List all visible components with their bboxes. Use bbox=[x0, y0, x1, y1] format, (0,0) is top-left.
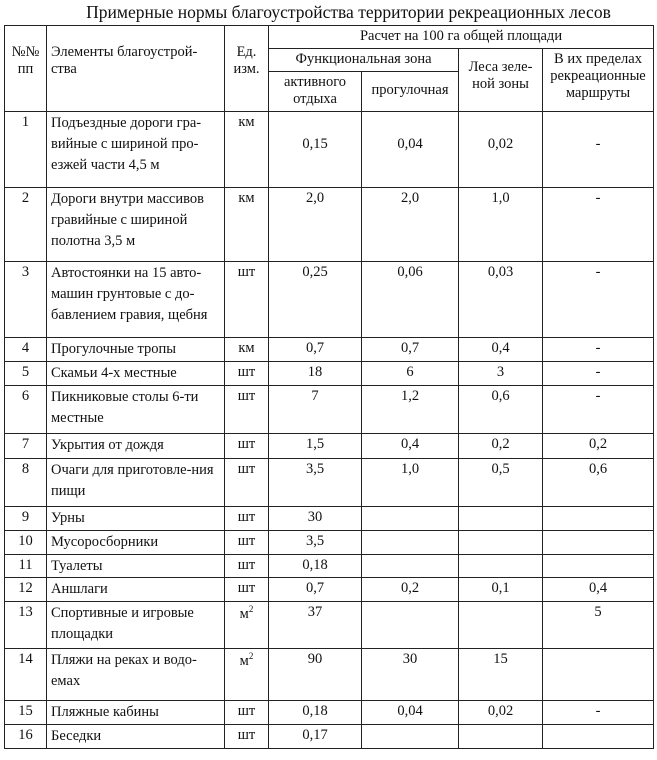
row-unit: шт bbox=[225, 262, 269, 338]
row-unit: шт bbox=[225, 459, 269, 507]
cell-walk bbox=[362, 507, 459, 531]
row-unit bbox=[225, 649, 269, 701]
cell-active: 0,7 bbox=[269, 578, 362, 602]
row-element: Мусоросборники bbox=[47, 531, 225, 555]
row-num: 16 bbox=[5, 725, 47, 749]
cell-active: 37 bbox=[269, 602, 362, 649]
row-unit: шт bbox=[225, 701, 269, 725]
row-element: Автостоянки на 15 авто-машин грунтовые с до-бавлением гравия, щебня bbox=[47, 262, 225, 338]
row-unit: км bbox=[225, 188, 269, 262]
cell-green: 0,03 bbox=[459, 262, 543, 338]
cell-active: 30 bbox=[269, 507, 362, 531]
table-row bbox=[5, 531, 654, 555]
table-row bbox=[5, 434, 654, 459]
row-num: 7 bbox=[5, 434, 47, 459]
cell-green: 0,5 bbox=[459, 459, 543, 507]
row-element: Укрытия от дождя bbox=[47, 434, 225, 459]
cell-active: 0,15 bbox=[269, 112, 362, 188]
table-row bbox=[5, 386, 654, 434]
row-element: Пикниковые столы 6-ти местные bbox=[47, 386, 225, 434]
cell-routes: - bbox=[543, 188, 654, 262]
table-row bbox=[5, 338, 654, 362]
cell-active: 2,0 bbox=[269, 188, 362, 262]
cell-routes: - bbox=[543, 262, 654, 338]
cell-routes: 0,2 bbox=[543, 434, 654, 459]
cell-green bbox=[459, 507, 543, 531]
cell-active: 0,17 bbox=[269, 725, 362, 749]
table-row bbox=[5, 555, 654, 578]
table-row bbox=[5, 362, 654, 386]
row-unit: шт bbox=[225, 578, 269, 602]
header-func-zone: Функциональная зона bbox=[269, 49, 459, 72]
row-unit: шт bbox=[225, 362, 269, 386]
table-row bbox=[5, 459, 654, 507]
cell-green bbox=[459, 725, 543, 749]
cell-active: 3,5 bbox=[269, 459, 362, 507]
table-row bbox=[5, 602, 654, 649]
row-unit bbox=[225, 602, 269, 649]
cell-walk: 1,2 bbox=[362, 386, 459, 434]
table-row bbox=[5, 578, 654, 602]
row-num: 12 bbox=[5, 578, 47, 602]
cell-routes: - bbox=[543, 701, 654, 725]
header-num: №№ пп bbox=[5, 26, 47, 112]
row-element: Пляжные кабины bbox=[47, 701, 225, 725]
cell-routes bbox=[543, 725, 654, 749]
row-unit: шт bbox=[225, 507, 269, 531]
page-title: Примерные нормы благоустройства территории рекреационных лесов bbox=[86, 2, 611, 22]
table-row bbox=[5, 507, 654, 531]
row-num: 14 bbox=[5, 649, 47, 701]
cell-active: 1,5 bbox=[269, 434, 362, 459]
row-element: Дороги внутри массивов гравийные с шириной полотна 3,5 м bbox=[47, 188, 225, 262]
cell-walk bbox=[362, 531, 459, 555]
cell-walk bbox=[362, 602, 459, 649]
cell-green: 0,4 bbox=[459, 338, 543, 362]
row-num: 4 bbox=[5, 338, 47, 362]
row-unit: шт bbox=[225, 531, 269, 555]
row-unit: шт bbox=[225, 386, 269, 434]
header-element: Элементы благоустрой-ства bbox=[47, 26, 225, 112]
cell-routes bbox=[543, 649, 654, 701]
row-num: 11 bbox=[5, 555, 47, 578]
unit-superscript: 2 bbox=[248, 651, 254, 661]
row-num: 15 bbox=[5, 701, 47, 725]
table-row bbox=[5, 112, 654, 188]
header-calc: Расчет на 100 га общей площади bbox=[269, 26, 654, 49]
cell-green bbox=[459, 555, 543, 578]
row-num: 8 bbox=[5, 459, 47, 507]
cell-routes: - bbox=[543, 362, 654, 386]
cell-active: 7 bbox=[269, 386, 362, 434]
row-num: 6 bbox=[5, 386, 47, 434]
cell-routes bbox=[543, 555, 654, 578]
cell-routes bbox=[543, 531, 654, 555]
cell-active: 90 bbox=[269, 649, 362, 701]
cell-routes: 0,6 bbox=[543, 459, 654, 507]
cell-active: 3,5 bbox=[269, 531, 362, 555]
header-walk: прогулочная bbox=[362, 72, 459, 112]
cell-walk: 0,06 bbox=[362, 262, 459, 338]
row-unit: шт bbox=[225, 725, 269, 749]
row-num: 2 bbox=[5, 188, 47, 262]
row-element: Туалеты bbox=[47, 555, 225, 578]
cell-green: 0,02 bbox=[459, 112, 543, 188]
cell-routes: - bbox=[543, 338, 654, 362]
row-unit: шт bbox=[225, 434, 269, 459]
cell-walk: 1,0 bbox=[362, 459, 459, 507]
table-row bbox=[5, 649, 654, 701]
cell-walk: 0,7 bbox=[362, 338, 459, 362]
cell-walk: 0,2 bbox=[362, 578, 459, 602]
row-element: Подъездные дороги гра-вийные с шириной про-езжей части 4,5 м bbox=[47, 112, 225, 188]
table-row bbox=[5, 188, 654, 262]
table-row bbox=[5, 725, 654, 749]
row-num: 3 bbox=[5, 262, 47, 338]
cell-active: 0,7 bbox=[269, 338, 362, 362]
row-num: 9 bbox=[5, 507, 47, 531]
row-num: 5 bbox=[5, 362, 47, 386]
row-num: 10 bbox=[5, 531, 47, 555]
cell-green: 15 bbox=[459, 649, 543, 701]
cell-walk: 30 bbox=[362, 649, 459, 701]
cell-routes: - bbox=[543, 386, 654, 434]
cell-green bbox=[459, 602, 543, 649]
row-element: Скамьи 4-х местные bbox=[47, 362, 225, 386]
cell-green: 0,6 bbox=[459, 386, 543, 434]
cell-routes bbox=[543, 507, 654, 531]
unit-text: м bbox=[239, 605, 249, 622]
row-element: Аншлаги bbox=[47, 578, 225, 602]
cell-walk: 2,0 bbox=[362, 188, 459, 262]
cell-green: 0,1 bbox=[459, 578, 543, 602]
cell-walk: 0,4 bbox=[362, 434, 459, 459]
row-element: Прогулочные тропы bbox=[47, 338, 225, 362]
cell-walk: 6 bbox=[362, 362, 459, 386]
cell-walk bbox=[362, 555, 459, 578]
header-routes: В их пределах рекреационные маршруты bbox=[543, 49, 654, 112]
unit-text: м bbox=[239, 652, 249, 669]
row-unit: шт bbox=[225, 555, 269, 578]
header-unit: Ед. изм. bbox=[225, 26, 269, 112]
row-num: 1 bbox=[5, 112, 47, 188]
cell-routes: 5 bbox=[543, 602, 654, 649]
row-element: Спортивные и игровые площадки bbox=[47, 602, 225, 649]
unit-superscript: 2 bbox=[248, 604, 254, 614]
cell-routes: 0,4 bbox=[543, 578, 654, 602]
cell-walk: 0,04 bbox=[362, 701, 459, 725]
header-green: Леса зеле-ной зоны bbox=[459, 49, 543, 112]
cell-routes: - bbox=[543, 112, 654, 188]
row-element: Пляжи на реках и водо-емах bbox=[47, 649, 225, 701]
table-row bbox=[5, 262, 654, 338]
row-element: Урны bbox=[47, 507, 225, 531]
row-element: Беседки bbox=[47, 725, 225, 749]
table-row bbox=[5, 701, 654, 725]
cell-green: 0,2 bbox=[459, 434, 543, 459]
cell-green: 1,0 bbox=[459, 188, 543, 262]
row-unit: км bbox=[225, 338, 269, 362]
cell-walk bbox=[362, 725, 459, 749]
cell-green bbox=[459, 531, 543, 555]
cell-green: 0,02 bbox=[459, 701, 543, 725]
cell-walk: 0,04 bbox=[362, 112, 459, 188]
cell-active: 0,18 bbox=[269, 701, 362, 725]
cell-active: 18 bbox=[269, 362, 362, 386]
cell-green: 3 bbox=[459, 362, 543, 386]
cell-active: 0,25 bbox=[269, 262, 362, 338]
row-unit: км bbox=[225, 112, 269, 188]
row-element: Очаги для приготовле-ния пищи bbox=[47, 459, 225, 507]
header-active: активного отдыха bbox=[269, 72, 362, 112]
norms-table bbox=[4, 25, 654, 749]
cell-active: 0,18 bbox=[269, 555, 362, 578]
row-num: 13 bbox=[5, 602, 47, 649]
